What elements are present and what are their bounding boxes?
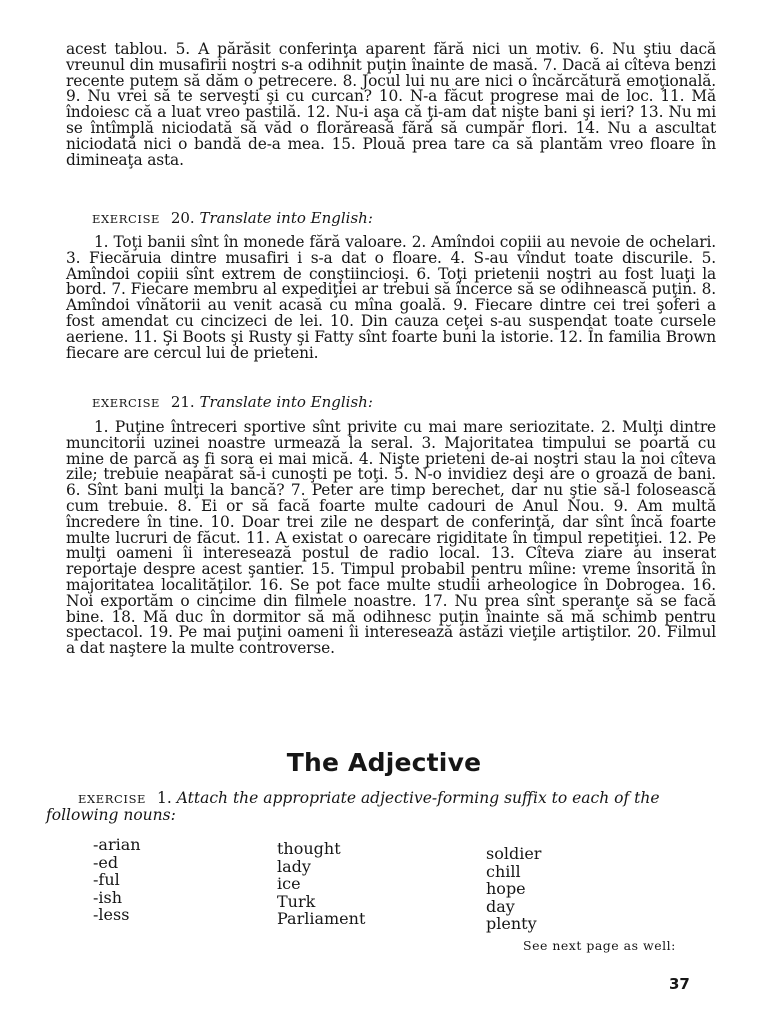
exercise-1-heading — [46, 790, 726, 823]
list-item: ice — [277, 874, 301, 894]
list-item: soldier — [486, 844, 542, 863]
list-item: -less — [93, 905, 130, 925]
suffix-list — [93, 836, 141, 924]
exercise-21-text: 1. Puţine întreceri sportive sînt privite cu mai mare seriozitate. 2. Mulţi dintre muncitorii uzinei noastre urmează la seral. 3. Majoritatea timpului se poartă cu mine de parcă aş fi sora ei mai mică. 4. Nişte prieteni de-ai noştri stau la noi cîteva zile; trebuie neapărat să-i cunoşti pe toţi. 5. N-o invidiez deşi are o groază de bani. 6. Sînt bani mulţi la bancă? 7. Peter are timp berechet, dar nu ştie să-l folosească cum trebuie. 8. Ei or să facă foarte multe cadouri de Anul Nou. 9. Am multă încredere în tine. 10. Doar trei zile ne despart de conferinţă, dar sînt încă foarte multe lucruri de făcut. 11. A existat o oarecare rigiditate în timpul repetiţiei. 12. Pe mulţi oameni îi interesează postul de radio local. 13. Cîteva ziare au inserat reportaje despre acest şantier. 15. Timpul probabil pentru mîine: vreme însorită în majoritatea localităţilor. 16. Se pot face multe studii arheologice în Dobrogea. 16. Noi exportăm o cincime din filmele noastre. 17. Nu prea sînt speranţe să se facă bine. 18. Mă duc în dormitor să mă odihnesc puţin înainte să mă schimb pentru spectacol. 19. Pe mai puţini oameni îi interesează astăzi vieţile artiştilor. 20. Filmul a dat naştere la multe controverse. — [66, 418, 716, 658]
list-item: thought — [277, 839, 341, 858]
exercise-number: 1. — [157, 789, 172, 807]
exercise-21-heading — [92, 393, 373, 411]
exercise-number: 20. — [170, 209, 195, 227]
list-item: lady — [277, 856, 311, 876]
section-heading: The Adjective — [286, 748, 482, 777]
list-item: chill — [486, 861, 521, 881]
exercise-instruction: Translate into English: — [199, 393, 373, 411]
exercise-20-text: 1. Toţi banii sînt în monede fără valoare. 2. Amîndoi copiii au nevoie de ochelari. 3. Fiecăruia dintre musafiri i s-a dat o floare. 4. S-au vîndut toate discurile. 5. Amîndoi copiii sînt extrem de conştiincioşi. 6. Toţi prietenii noştri au fost luaţi la bord. 7. Fiecare membru al expediţiei ar trebui să încerce să se odihnească puţin. 8. Amîndoi vînătorii au venit acasă cu mîna goală. 9. Fiecare dintre cei trei şoferi a fost amendat cu cincizeci de lei. 10. Din cauza ceţei s-au suspendat toate cursele aeriene. 11. Şi Boots şi Rusty şi Fatty sînt foarte buni la istorie. 12. În familia Brown fiecare are cercul lui de prieteni. — [66, 233, 716, 362]
list-item: -ed — [93, 852, 119, 872]
noun-list-1 — [277, 840, 365, 928]
exercise-label: EXERCISE — [92, 396, 161, 410]
list-item: day — [486, 896, 515, 916]
exercise-label: EXERCISE — [78, 792, 147, 806]
noun-list-2 — [486, 845, 541, 933]
exercise-instruction: Translate into English: — [199, 209, 373, 227]
list-item: -arian — [93, 835, 141, 854]
list-item: plenty — [486, 914, 537, 934]
list-item: -ish — [93, 887, 123, 907]
list-item: Turk — [277, 891, 316, 911]
exercise-instruction: Attach the appropriate adjective-forming suffix to each of the following nouns: — [46, 789, 660, 824]
page-number: 37 — [669, 975, 690, 993]
see-next-page-note: See next page as well: — [523, 938, 676, 953]
paragraph-continued: acest tablou. 5. A părăsit conferinţa aparent fără nici un motiv. 6. Nu ştiu dacă vreunul din musafirii noştri s-a odihnit puţin înainte de masă. 7. Dacă ai cîteva benzi recente putem să dăm o petrecere. 8. Jocul lui nu are nici o încărcătură emoţională. 9. Nu vrei să te serveşti şi cu curcan? 10. N-a făcut progrese mai de loc. 11. Mă îndoiesc că a luat vreo pastilă. 12. Nu-i aşa că ţi-am dat nişte bani şi ieri? 13. Nu mi se întîmplă niciodată să văd o florăreasă fără să cumpăr flori. 14. Nu a ascultat niciodată nici o bandă de-a mea. 15. Plouă prea tare ca să plantăm vreo floare în dimineaţa asta. — [66, 40, 716, 169]
exercise-number: 21. — [170, 393, 195, 411]
list-item: -ful — [93, 870, 120, 890]
exercise-20-heading — [92, 209, 373, 227]
list-item: hope — [486, 879, 526, 899]
list-item: Parliament — [277, 909, 366, 929]
exercise-label: EXERCISE — [92, 212, 161, 226]
